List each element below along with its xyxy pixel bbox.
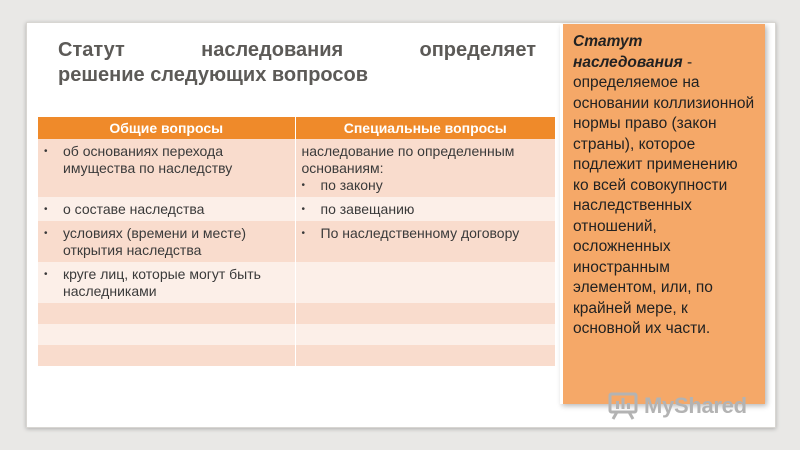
table-cell — [38, 262, 295, 303]
title-word: определяет — [419, 39, 536, 61]
bullet-icon: • — [44, 269, 48, 280]
cell-text: По наследственному договору — [320, 225, 520, 241]
bullet-icon: • — [44, 146, 48, 157]
table-row — [38, 197, 555, 221]
table-row-empty — [38, 324, 555, 345]
table-cell — [38, 197, 295, 221]
slide-title — [58, 38, 536, 88]
bullet-icon: • — [44, 204, 48, 215]
bullet-icon: • — [301, 204, 306, 215]
watermark-text: MyShared — [644, 393, 747, 418]
table-cell — [295, 221, 555, 262]
definition-box — [560, 24, 765, 404]
definition-term: Статут наследования — [573, 33, 683, 71]
table-cell — [295, 139, 555, 197]
header-general-questions: Общие вопросы — [38, 117, 295, 139]
watermark-logo — [608, 392, 747, 420]
bullet-icon: • — [301, 228, 306, 239]
bullet-icon: • — [301, 180, 306, 191]
cell-text: условиях (времени и месте) открытия наследства — [63, 225, 247, 258]
table-cell — [295, 262, 555, 303]
table-header-row — [38, 117, 555, 139]
table-row — [38, 262, 555, 303]
table-row-empty — [38, 303, 555, 324]
title-word: Статут — [58, 39, 125, 61]
header-special-questions: Специальные вопросы — [295, 117, 555, 139]
table-row-empty — [38, 345, 555, 366]
title-line-2: решение следующих вопросов — [58, 64, 368, 86]
cell-text: о составе наследства — [63, 201, 205, 217]
cell-text: об основаниях перехода имущества по наследству — [63, 143, 233, 176]
presentation-board-icon — [608, 392, 638, 420]
title-word: наследования — [201, 39, 344, 61]
cell-text: наследование по определенным основаниям: — [301, 143, 515, 176]
bullet-icon: • — [44, 228, 48, 239]
table-cell — [38, 139, 295, 197]
definition-text: - определяемое на основании коллизионной нормы право (закон страны), которое подлежит применению ко всей совокупности наследственных отношений, осложненных иностранным элементом, или, по крайней мере, к основной их части. — [573, 53, 755, 337]
cell-text: по закону — [320, 177, 383, 193]
table-cell — [38, 221, 295, 262]
cell-text: по завещанию — [320, 201, 415, 217]
cell-text: круге лиц, которые могут быть наследниками — [63, 266, 261, 299]
title-line-1 — [58, 38, 536, 63]
table-row — [38, 221, 555, 262]
questions-table — [38, 117, 555, 366]
table-cell — [295, 197, 555, 221]
table-row — [38, 139, 555, 197]
